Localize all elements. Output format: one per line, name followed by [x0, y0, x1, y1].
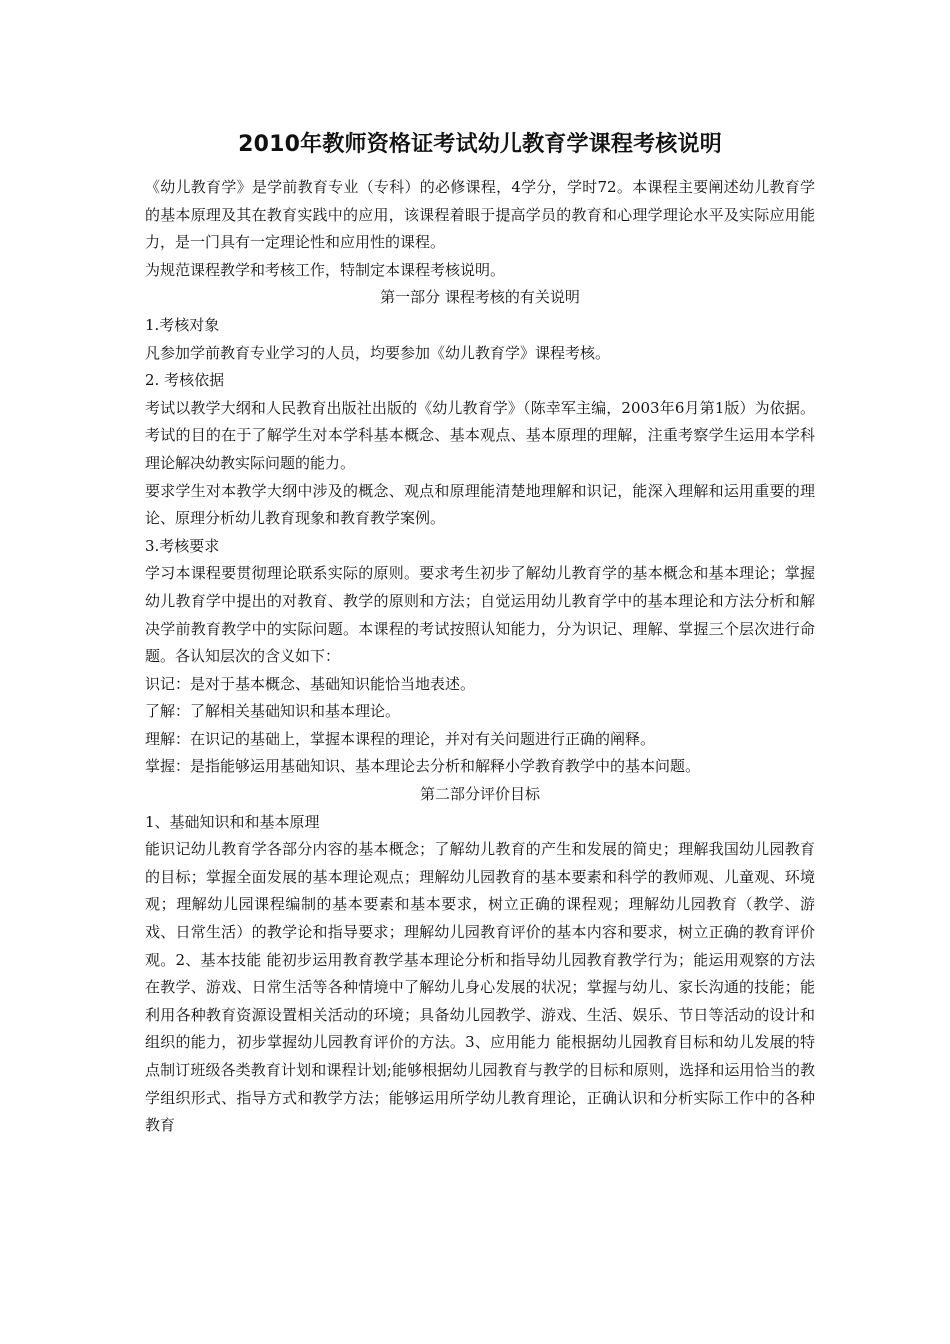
level-know: 了解：了解相关基础知识和基本理论。 [145, 702, 401, 721]
section3-text: 学习本课程要贯彻理论联系实际的原则。要求考生初步了解幼儿教育学的基本概念和基本理论；掌握幼儿教育学中提出的对教育、教学的原则和方法；自觉运用幼儿教育学中的基本理论和方法分析和解决学前教育教学中的实际问题。本课程的考试按照认知能力，分为识记、理解、掌握三个层次进行命题。各认知层次的含义如下： [145, 564, 815, 666]
level-recall: 识记：是对于基本概念、基础知识能恰当地表述。 [145, 674, 476, 693]
part1-heading: 第一部分 课程考核的有关说明 [380, 288, 580, 307]
section2-text-2: 要求学生对本教学大纲中涉及的概念、观点和原理能清楚地理解和识记，能深入理解和运用重要的理论、原理分析幼儿教育现象和教育教学案例。 [145, 481, 815, 528]
document-page [145, 128, 815, 1140]
section3-heading: 3.考核要求 [145, 536, 220, 555]
target1-heading: 1、基础知识和和基本原理 [145, 812, 320, 831]
purpose-paragraph: 为规范课程教学和考核工作，特制定本课程考核说明。 [145, 260, 506, 279]
level-understand: 理解：在识记的基础上，掌握本课程的理论，并对有关问题进行正确的阐释。 [145, 729, 656, 748]
document-title: 2010年教师资格证考试幼儿教育学课程考核说明 [238, 132, 722, 157]
level-master: 掌握：是指能够运用基础知识、基本理论去分析和解释小学教育教学中的基本问题。 [145, 757, 701, 776]
part2-heading: 第二部分评价目标 [419, 785, 540, 804]
section1-heading: 1.考核对象 [145, 315, 220, 334]
section2-heading: 2. 考核依据 [145, 371, 225, 390]
section2-text-1: 考试以教学大纲和人民教育出版社出版的《幼儿教育学》（陈幸军主编，2003年6月第1版）为依据。考试的目的在于了解学生对本学科基本概念、基本观点、基本原理的理解，注重考察学生运用本学科理论解决幼教实际问题的能力。 [145, 398, 815, 472]
intro-paragraph: 《幼儿教育学》是学前教育专业（专科）的必修课程，4学分，学时72。本课程主要阐述幼儿教育学的基本原理及其在教育实践中的应用，该课程着眼于提高学员的教育和心理学理论水平及实际应用能力，是一门具有一定理论性和应用性的课程。 [145, 178, 815, 252]
section1-text: 凡参加学前教育专业学习的人员，均要参加《幼儿教育学》课程考核。 [145, 343, 611, 362]
target1-text: 能识记幼儿教育学各部分内容的基本概念；了解幼儿教育的产生和发展的简史；理解我国幼儿园教育的目标；掌握全面发展的基本理论观点；理解幼儿园教育的基本要素和科学的教师观、儿童观、环境观；理解幼儿园课程编制的基本要素和基本要求，树立正确的课程观；理解幼儿园教育（教学、游戏、日常生活）的教学论和指导要求；理解幼儿园教育评价的基本内容和要求，树立正确的教育评价观。2、基本技能 能初步运用教育教学基本理论分析和指导幼儿园教育教学行为；能运用观察的方法在教学、游戏、日常生活等各种情境中了解幼儿身心发展的状况；掌握与幼儿、家长沟通的技能；能利用各种教育资源设置相关活动的环境；具备幼儿园教学、游戏、生活、娱乐、节日等活动的设计和组织的能力，初步掌握幼儿园教育评价的方法。3、应用能力 能根据幼儿园教育目标和幼儿发展的特点制订班级各类教育计划和课程计划;能够根据幼儿园教育与教学的目标和原则，选择和运用恰当的教学组织形式、指导方式和教学方法；能够运用所学幼儿教育理论，正确认识和分析实际工作中的各种教育 [145, 840, 815, 1135]
